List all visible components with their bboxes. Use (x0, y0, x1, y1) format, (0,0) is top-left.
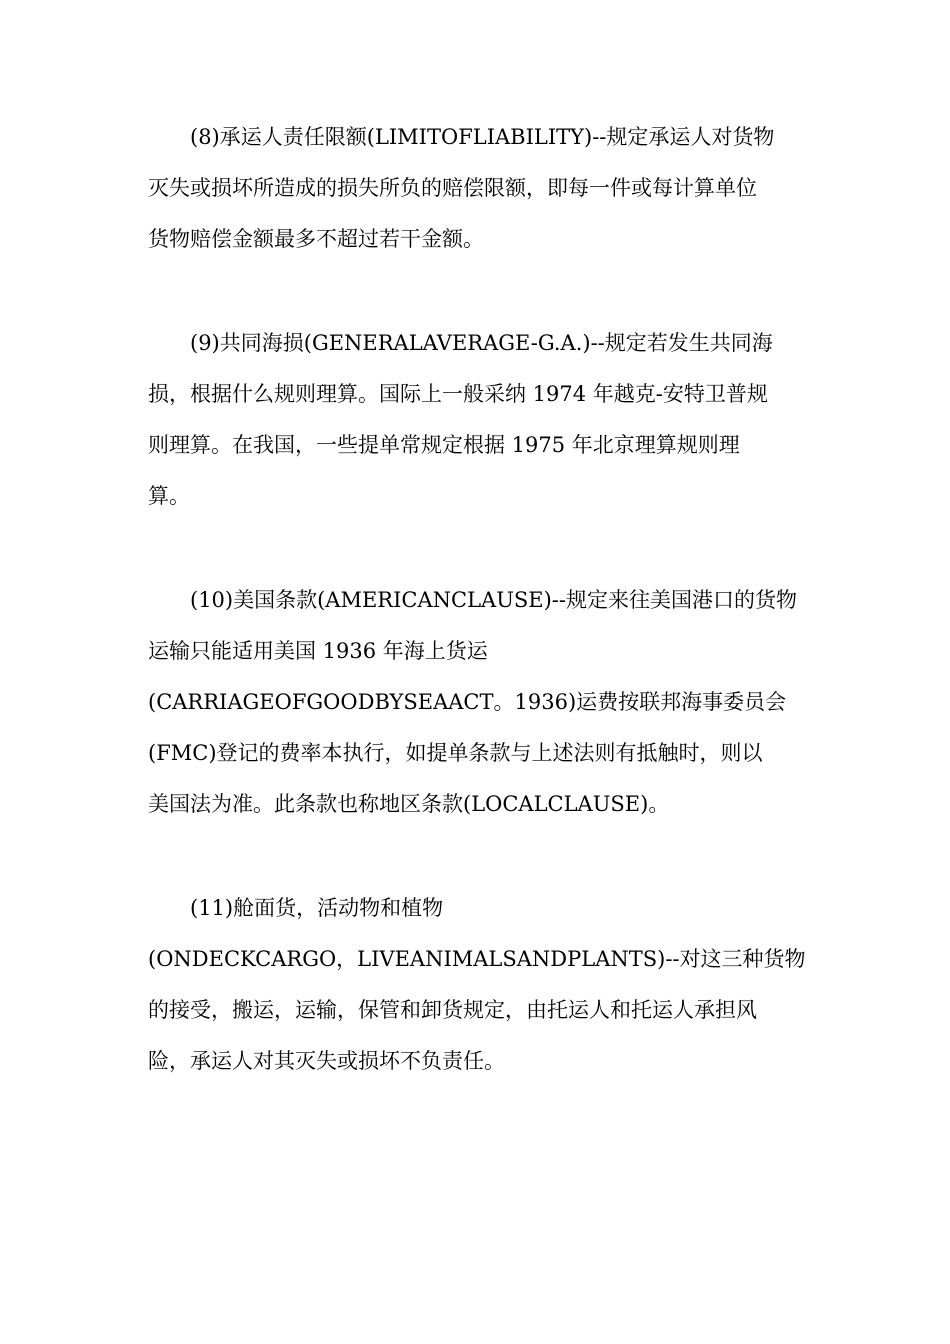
paragraph-line: 的接受，搬运，运输，保管和卸货规定，由托运人和托运人承担风 (148, 998, 757, 1022)
paragraph-line: (ONDECKCARGO，LIVEANIMALSANDPLANTS)--对这三种货物 (148, 947, 806, 971)
paragraph-line: 货物赔偿金额最多不超过若干金额。 (148, 227, 484, 251)
paragraph-line: (9)共同海损(GENERALAVERAGE-G.A.)--规定若发生共同海 (190, 331, 773, 355)
paragraph-line: 运输只能适用美国 1936 年海上货运 (148, 639, 488, 663)
paragraph-line: (FMC)登记的费率本执行，如提单条款与上述法则有抵触时，则以 (148, 741, 763, 765)
paragraph-line: 灭失或损坏所造成的损失所负的赔偿限额，即每一件或每计算单位 (148, 176, 757, 200)
paragraph-line: 算。 (148, 484, 190, 508)
paragraph-line: 美国法为准。此条款也称地区条款(LOCALCLAUSE)。 (148, 792, 670, 816)
paragraph-line: (CARRIAGEOFGOODBYSEAACT。1936)运费按联邦海事委员会 (148, 690, 787, 714)
paragraph-line: (11)舱面货，活动物和植物 (190, 896, 444, 920)
paragraph-line: 险，承运人对其灭失或损坏不负责任。 (148, 1049, 505, 1073)
paragraph-line: 则理算。在我国，一些提单常规定根据 1975 年北京理算规则理 (148, 433, 740, 457)
paragraph-line: (8)承运人责任限额(LIMITOFLIABILITY)--规定承运人对货物 (190, 125, 775, 149)
paragraph-line: 损，根据什么规则理算。国际上一般采纳 1974 年越克-安特卫普规 (148, 382, 768, 406)
paragraph-line: (10)美国条款(AMERICANCLAUSE)--规定来往美国港口的货物 (190, 588, 797, 612)
